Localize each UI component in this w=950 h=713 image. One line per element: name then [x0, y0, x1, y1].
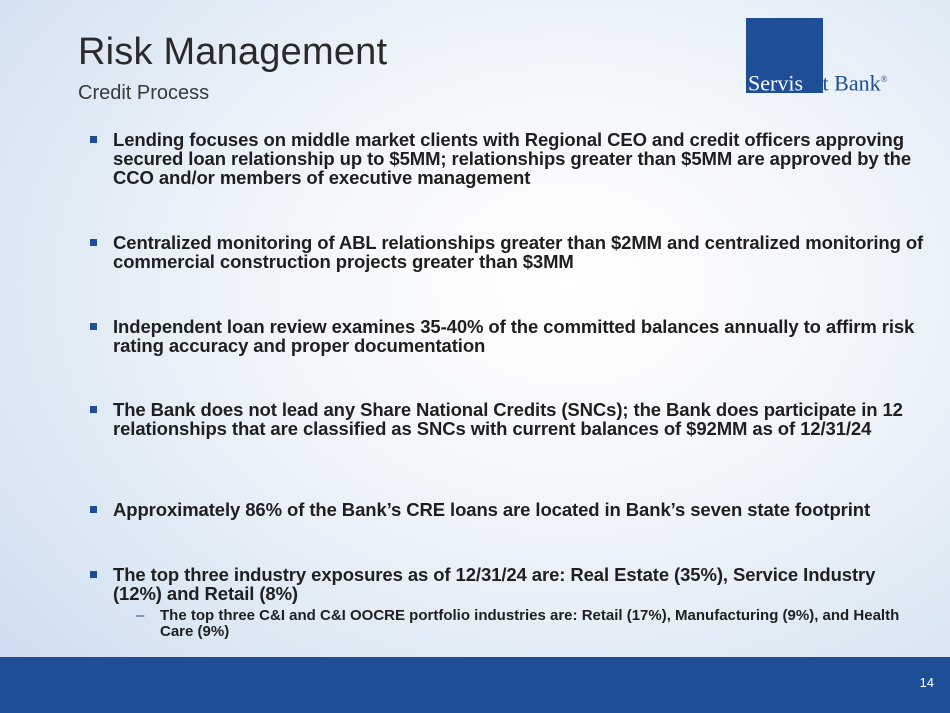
- square-bullet-icon: [90, 506, 97, 513]
- bank-logo: [746, 18, 929, 96]
- sub-bullet-item: [136, 608, 926, 640]
- sub-bullet-text: The top three C&I and C&I OOCRE portfolio industries are: Retail (17%), Manufacturing (9%), and Health Care (9%): [160, 607, 900, 640]
- logo-text-part2: 1st Bank: [803, 70, 881, 96]
- page-subtitle: Credit Process: [78, 82, 210, 104]
- bullet-text: The top three industry exposures as of 12/31/24 are: Real Estate (35%), Service Industry (12%) and Retail (8%): [113, 564, 876, 604]
- bullet-text: Centralized monitoring of ABL relationships greater than $2MM and centralized monitoring of commercial construction projects greater than $3MM: [113, 232, 924, 272]
- bullet-item: [88, 317, 924, 355]
- square-bullet-icon: [90, 406, 97, 413]
- square-bullet-icon: [90, 323, 97, 330]
- registered-mark: ®: [880, 74, 888, 84]
- dash-bullet-icon: –: [136, 607, 145, 624]
- bullet-text: Approximately 86% of the Bank’s CRE loans are located in Bank’s seven state footprint: [113, 499, 871, 520]
- bullet-text: The Bank does not lead any Share National Credits (SNCs); the Bank does participate in 12 relationships that are classified as SNCs with current balances of $92MM as of 12/31/24: [113, 399, 903, 439]
- page-title: Risk Management: [78, 31, 388, 73]
- square-bullet-icon: [90, 136, 97, 143]
- logo-text-part1: Servis: [748, 70, 803, 96]
- logo-text: [748, 67, 887, 95]
- bullet-text: Independent loan review examines 35-40% of the committed balances annually to affirm risk rating accuracy and proper documentation: [113, 316, 915, 356]
- bullet-item: [88, 500, 924, 519]
- bullet-item: [88, 565, 924, 603]
- footer-bar: [0, 657, 950, 713]
- bullet-item: [88, 400, 924, 438]
- square-bullet-icon: [90, 239, 97, 246]
- bullet-item: [88, 130, 924, 187]
- bullet-text: Lending focuses on middle market clients with Regional CEO and credit officers approving secured loan relationship up to $5MM; relationships greater than $5MM are approved by the CCO and/or members of executive management: [113, 129, 912, 188]
- square-bullet-icon: [90, 571, 97, 578]
- bullet-item: [88, 233, 924, 271]
- page-number: 14: [919, 675, 934, 690]
